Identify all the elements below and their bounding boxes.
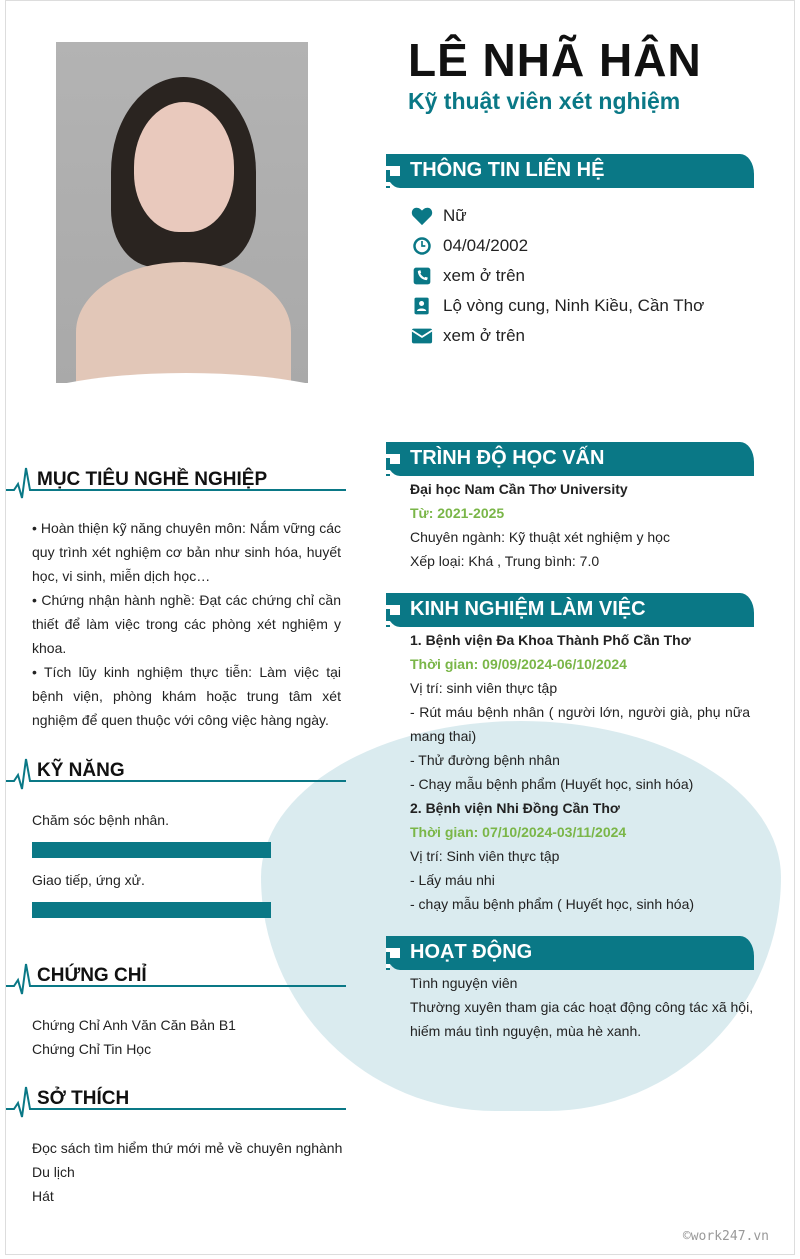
heart-icon	[411, 206, 433, 226]
certificates-heading: CHỨNG CHỈ	[6, 963, 346, 993]
candidate-role: Kỹ thuật viên xét nghiệm	[408, 88, 681, 114]
clock-icon	[411, 236, 433, 256]
activities-heading: HOẠT ĐỘNG	[386, 936, 754, 970]
contact-heading: THÔNG TIN LIÊN HỆ	[386, 154, 754, 188]
education-heading: TRÌNH ĐỘ HỌC VẤN	[386, 442, 754, 476]
cv-page	[5, 0, 795, 1255]
certificates-list: Chứng Chỉ Anh Văn Căn Bản B1 Chứng Chỉ Tin Học	[32, 1017, 236, 1057]
envelope-icon	[411, 326, 433, 346]
contact-address: Lộ vòng cung, Ninh Kiều, Cần Thơ	[411, 296, 704, 316]
experience-details: 1. Bệnh viện Đa Khoa Thành Phố Cần Thơ Thời gian: 09/09/2024-06/10/2024 Vị trí: sinh viên thực tập - Rút máu bệnh nhân ( người lớn, người già, phụ nữa mang thai) - Thử đường bệnh nhân - Chạy mẫu bệnh phẩm (Huyết học, sinh hóa) 2. Bệnh viện Nhi Đồng Cần Thơ Thời gian: 07/10/2024-03/11/2024 Vị trí: Sinh viên thực tập - Lấy máu nhi - chạy mẫu bệnh phẩm ( Huyết học, sinh hóa)	[410, 632, 750, 912]
activities-details: Tình nguyện viên Thường xuyên tham gia các hoạt động công tác xã hội, hiếm máu tình nguyện, mùa hè xanh.	[410, 975, 754, 1039]
watermark: ©work247.vn	[682, 1229, 769, 1244]
education-details: Đại học Nam Cần Thơ University Từ: 2021-2025 Chuyên ngành: Kỹ thuật xét nghiệm y học Xếp loại: Khá , Trung bình: 7.0	[410, 481, 670, 569]
phone-icon	[411, 266, 433, 286]
candidate-name: LÊ NHÃ HÂN	[408, 34, 702, 86]
skill-level-bar	[32, 842, 271, 858]
skill-level-bar	[32, 902, 271, 918]
contact-email: xem ở trên	[411, 326, 525, 346]
experience-heading: KINH NGHIỆM LÀM VIỆC	[386, 593, 754, 627]
objective-text: • Hoàn thiện kỹ năng chuyên môn: Nắm vững các quy trình xét nghiệm cơ bản như sinh hóa, huyết học, vi sinh, miễn dịch học… • Chứng nhận hành nghề: Đạt các chứng chỉ cần thiết để làm việc trong các phòng xét nghiệm y khoa. • Tích lũy kinh nghiệm thực tiễn: Làm việc tại bệnh viện, phòng khám hoặc trung tâm xét nghiệm để quen thuộc với công việc hàng ngày.	[32, 520, 341, 728]
contact-gender: Nữ	[411, 206, 467, 226]
address-book-icon	[411, 296, 433, 316]
skill-label: Giao tiếp, ứng xử.	[32, 872, 145, 888]
hobbies-heading: SỞ THÍCH	[6, 1086, 346, 1116]
skill-label: Chăm sóc bệnh nhân.	[32, 812, 169, 828]
contact-phone: xem ở trên	[411, 266, 525, 286]
objective-heading: MỤC TIÊU NGHỀ NGHIỆP	[6, 467, 346, 497]
contact-birthdate: 04/04/2002	[411, 236, 528, 256]
profile-photo	[56, 42, 308, 383]
hobbies-list: Đọc sách tìm hiểm thứ mới mẻ về chuyên nghành Du lịch Hát	[32, 1140, 343, 1204]
skills-heading: KỸ NĂNG	[6, 758, 346, 788]
